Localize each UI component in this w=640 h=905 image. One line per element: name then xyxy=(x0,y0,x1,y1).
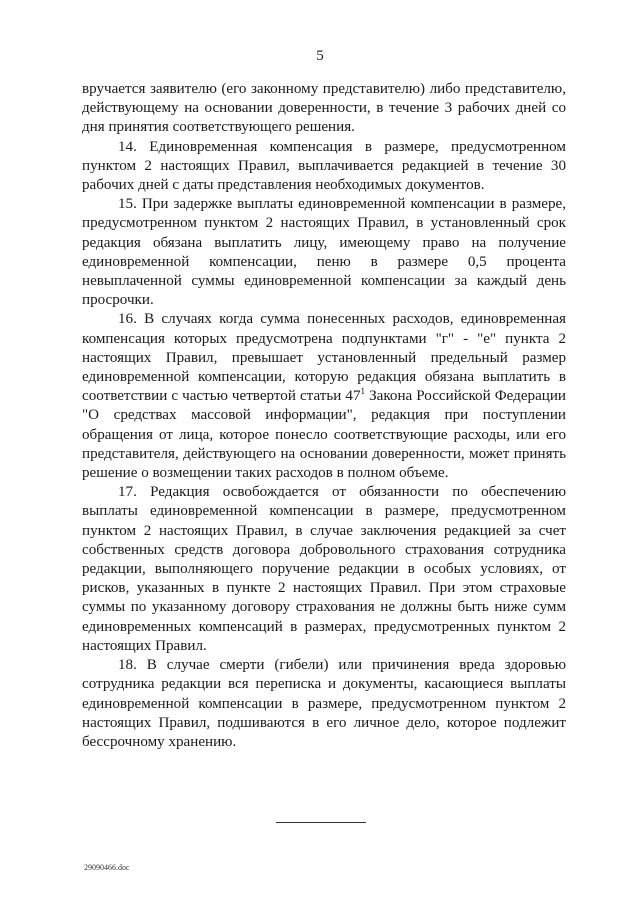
end-of-document-rule xyxy=(276,822,366,823)
article-superscript: 1 xyxy=(360,386,365,397)
page-number: 5 xyxy=(316,48,324,64)
paragraph-16-text-after: Закона Российской Федерации "О средствах массовой информации", редакция при поступлении обращения от лица, которое понесло соответствующие расходы, или его представителя, действующего на основании доверенности, может принять решение о возмещении таких расходов в полном объеме. xyxy=(82,388,567,482)
paragraph-continuation: вручается заявителю (его законному представителю) либо представителю, действующему на основании доверенности, в течение 3 рабочих дней со дня принятия соответствующего решения. xyxy=(82,81,566,136)
paragraph-15: 15. При задержке выплаты единовременной компенсации в размере, предусмотренном пунктом 2 настоящих Правил, в установленный срок редакция обязана выплатить лицу, имеющему право на получение единовременной компенсации, пеню в размере 0,5 процента невыплаченной суммы единовременной компенсации за каждый день просрочки. xyxy=(82,196,566,309)
paragraph-17: 17. Редакция освобождается от обязанности по обеспечению выплаты единовременной компенсации в размере, предусмотренном пунктом 2 настоящих Правил, в случае заключения редакцией за счет собственных средств договора добровольного страхования сотрудника редакции, выполняющего поручение редакции в особых условиях, от рисков, указанных в пункте 2 настоящих Правил. При этом страховые суммы по указанному договору страхования не должны быть ниже сумм единовременных компенсаций в размерах, предусмотренных пунктом 2 настоящих Правил. xyxy=(82,484,566,654)
paragraph-18: 18. В случае смерти (гибели) или причинения вреда здоровью сотрудника редакции вся переписка и документы, касающиеся выплаты единовременной компенсации в размере, предусмотренном пунктом 2 настоящих Правил, подшиваются в его личное дело, которое подлежит бессрочному хранению. xyxy=(82,657,566,750)
paragraph-16-text-before: 16. В случаях когда сумма понесенных расходов, единовременная компенсация которых предусмотрена подпунктами "г" - "е" пункта 2 настоящих Правил, превышает установленный предельный размер единовременной компенсации, которую редакция обязана выплатить в соответствии с частью четвертой статьи 47 xyxy=(82,311,566,405)
footer-filename: 29090466.doc xyxy=(84,863,130,872)
paragraph-16 xyxy=(82,310,566,483)
document-body xyxy=(82,80,566,752)
paragraph-14: 14. Единовременная компенсация в размере, предусмотренном пунктом 2 настоящих Правил, выплачивается редакцией в течение 30 рабочих дней с даты представления необходимых документов. xyxy=(82,138,566,194)
